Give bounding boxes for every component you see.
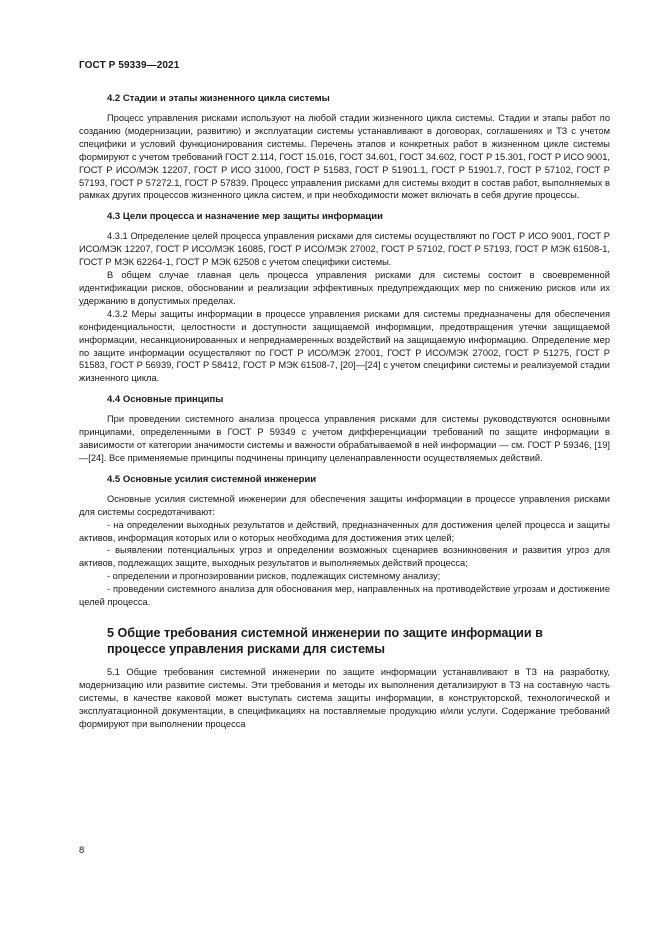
list-item: - выявлении потенциальных угроз и определении возможных сценариев возникновения и развития угроз для активов, подлежащих защите, выходных результатов и выполняемых действий процесса;	[79, 545, 610, 569]
page-number: 8	[79, 845, 85, 856]
section-title-4-2: 4.2 Стадии и этапы жизненного цикла системы	[107, 93, 330, 104]
paragraph: 4.3.2 Меры защиты информации в процессе управления рисками для системы предназначены для обеспечения конфиденциальности, целостности и доступности защищаемой информации, предотвращения утечки защищаемой информации, несанкционированных и непреднамеренных воздействий на защищаемую информацию. Определение мер по защите информации осуществляют по ГОСТ Р ИСО/МЭК 27001, ГОСТ Р ИСО/МЭК 27002, ГОСТ Р 51275, ГОСТ Р 51583, ГОСТ Р 56939, ГОСТ Р 58412, ГОСТ Р МЭК 61508-7, [20]—[24] с учетом специфики системы и реализуемой стадии жизненного цикла.	[79, 308, 610, 384]
list-item: - проведении системного анализа для обоснования мер, направленных на противодействие угрозам и достижение целей процесса.	[79, 584, 610, 608]
paragraph: 5.1 Общие требования системной инженерии по защите информации устанавливают в ТЗ на разработку, модернизацию или развитие системы. Эти требования и методы их выполнения детализируют в ТЗ на составную часть системы, в качестве каковой может выступать система защиты информации, в конструкторской, технологической и эксплуатационной документации, в спецификациях на поставляемые продукцию и/или услуги. Содержание требований формируют при выполнении процесса	[79, 667, 610, 729]
paragraph: 4.3.1 Определение целей процесса управления рисками для системы осуществляют по ГОСТ Р ИСО 9001, ГОСТ Р ИСО/МЭК 12207, ГОСТ Р ИСО/МЭК 16085, ГОСТ Р ИСО/МЭК 27002, ГОСТ Р 57102, ГОСТ Р 57193, ГОСТ Р МЭК 61508-1, ГОСТ Р МЭК 62264-1, ГОСТ Р МЭК 62508 с учетом специфики системы.	[79, 231, 610, 268]
page-body	[79, 92, 610, 731]
section-title-4-4: 4.4 Основные принципы	[107, 394, 224, 406]
list-item: - определении и прогнозировании рисков, подлежащих системному анализу;	[107, 571, 441, 582]
list-item: - на определении выходных результатов и действий, предназначенных для достижения целей процесса и защиты активов, информация которых или о которых необходима для достижения этих целей;	[79, 519, 610, 543]
chapter-title-5: 5 Общие требования системной инженерии по защите информации в процессе управления рисками для системы	[107, 626, 543, 656]
paragraph: При проведении системного анализа процесса управления рисками для системы руководствуются основными принципами, определенными в ГОСТ Р 59349 с учетом дифференциации требований по защите информации в зависимости от категории значимости системы и важности обрабатываемой в ней информации — см. ГОСТ Р 59346, [19]—[24]. Все применяемые принципы подчинены принципу целенаправленности осуществляемых действий.	[79, 414, 610, 463]
section-title-4-5: 4.5 Основные усилия системной инженерии	[107, 473, 317, 485]
paragraph: Процесс управления рисками используют на любой стадии жизненного цикла системы. Стадии и этапы работ по созданию (модернизации, развитию) и эксплуатации системы устанавливают в договорах, соглашениях и ТЗ с учетом специфики и условий функционирования системы. Перечень этапов и конкретных работ в жизненном цикле системы формируют с учетом требований ГОСТ 2.114, ГОСТ 15.016, ГОСТ 34.601, ГОСТ 34.602, ГОСТ Р 15.301, ГОСТ Р ИСО 9001, ГОСТ Р ИСО/МЭК 12207, ГОСТ Р ИСО 31000, ГОСТ Р 51583, ГОСТ Р 51901.1, ГОСТ Р 51901.7, ГОСТ Р 57102, ГОСТ Р 57193, ГОСТ Р 57272.1, ГОСТ Р 57839. Процесс управления рисками для системы входит в состав работ, выполняемых в рамках других процессов жизненного цикла систем, и при необходимости может включать в себя другие процессы.	[79, 113, 610, 201]
document-header: ГОСТ Р 59339—2021	[79, 60, 180, 71]
paragraph: Основные усилия системной инженерии для обеспечения защиты информации в процессе управления рисками для системы сосредотачивают:	[79, 493, 610, 517]
paragraph: В общем случае главная цель процесса управления рисками для системы состоит в своевременной идентификации рисков, обосновании и реализации эффективных предупреждающих мер по снижению рисков или их удержанию в допустимых пределах.	[79, 270, 610, 306]
bullet-list	[79, 519, 610, 609]
section-title-4-3: 4.3 Цели процесса и назначение мер защиты информации	[107, 211, 383, 223]
